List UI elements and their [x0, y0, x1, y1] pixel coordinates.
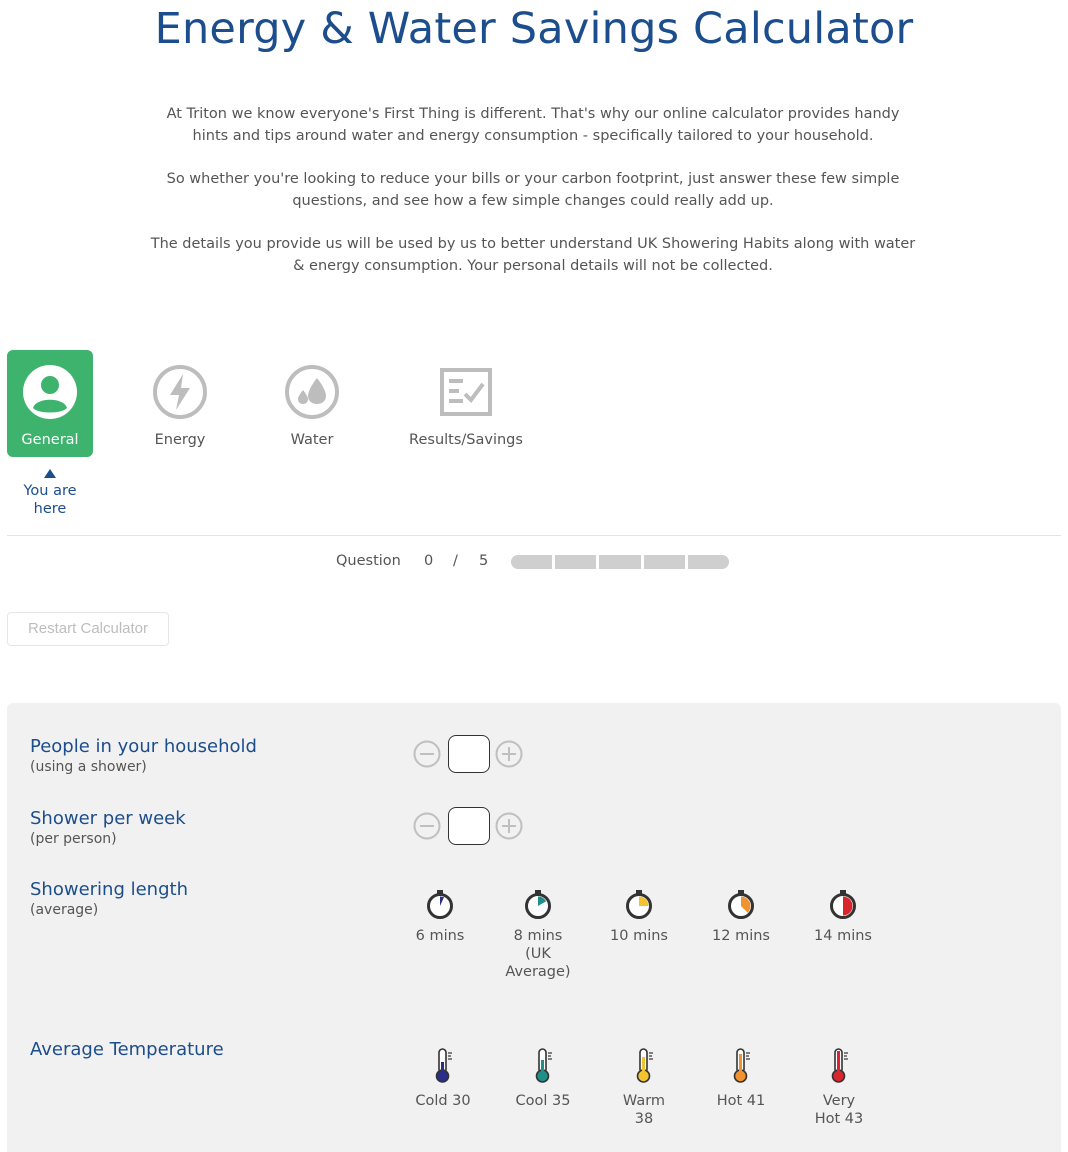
stopwatch-icon: [624, 889, 654, 919]
length-question-label: Showering length: [30, 879, 188, 900]
people-minus-icon[interactable]: [413, 740, 441, 768]
showers-count-input[interactable]: [448, 807, 490, 845]
user-icon: [22, 364, 78, 420]
step-general[interactable]: [7, 350, 93, 457]
temperature-option-warm[interactable]: [594, 1048, 694, 1128]
temperature-question-label: Average Temperature: [30, 1039, 224, 1060]
stopwatch-icon: [828, 889, 858, 919]
stopwatch-icon: [726, 889, 756, 919]
intro-paragraph-2: So whether you're looking to reduce your bills or your carbon footprint, just answer these few simple questions, and see how a few simple changes could really add up.: [166, 171, 900, 209]
length-question-sub: (average): [30, 902, 99, 918]
length-option-8[interactable]: [488, 889, 588, 981]
length-option-14[interactable]: [793, 889, 893, 945]
thermometer-icon: [731, 1048, 751, 1084]
question-current: 0: [424, 553, 434, 569]
temperature-option-cool[interactable]: [493, 1048, 593, 1110]
progress-segment: [599, 555, 640, 569]
thermometer-icon: [829, 1048, 849, 1084]
water-drops-icon: [284, 364, 340, 420]
people-plus-icon[interactable]: [495, 740, 523, 768]
progress-bar: [511, 555, 729, 569]
showers-question-label: Shower per week: [30, 808, 186, 829]
thermometer-icon: [634, 1048, 654, 1084]
stopwatch-icon: [523, 889, 553, 919]
temperature-option-cold[interactable]: [393, 1048, 493, 1110]
intro-paragraph-1: At Triton we know everyone's First Thing is different. That's why our online calculator provides handy hints and tips around water and energy consumption - specifically tailored to your household.: [166, 106, 900, 144]
you-are-here-marker: [7, 469, 93, 518]
question-separator: /: [453, 553, 458, 569]
progress-segment: [644, 555, 685, 569]
up-arrow-icon: [44, 469, 56, 478]
restart-calculator-button[interactable]: Restart Calculator: [7, 612, 169, 646]
showers-plus-icon[interactable]: [495, 812, 523, 840]
you-are-here-text: You are here: [23, 483, 77, 517]
showers-question-sub: (per person): [30, 831, 117, 847]
step-energy[interactable]: [137, 350, 223, 457]
checklist-icon: [438, 364, 494, 420]
step-energy-label: Energy: [154, 432, 206, 448]
step-water[interactable]: [269, 350, 355, 457]
question-total: 5: [479, 553, 489, 569]
temperature-option-very-hot[interactable]: [789, 1048, 889, 1128]
step-results[interactable]: [400, 350, 532, 457]
temperature-option-label: Hot 41: [716, 1093, 766, 1109]
intro-paragraph-3: The details you provide us will be used by us to better understand UK Showering Habits along with water & energy consumption. Your personal details will not be collected.: [150, 236, 916, 274]
question-label: Question: [336, 553, 401, 569]
step-water-label: Water: [290, 432, 334, 448]
length-option-label: 14 mins: [814, 928, 872, 944]
thermometer-icon: [533, 1048, 553, 1084]
length-option-label: 12 mins: [712, 928, 770, 944]
thermometer-icon: [433, 1048, 453, 1084]
length-option-label: 6 mins: [415, 928, 465, 944]
length-option-label: 8 mins (UK Average): [505, 928, 571, 980]
step-results-label: Results/Savings: [409, 432, 523, 448]
people-question-label: People in your household: [30, 736, 257, 757]
temperature-option-label: Cold 30: [415, 1093, 471, 1109]
page-title: Energy & Water Savings Calculator: [154, 4, 914, 54]
temperature-option-label: Very Hot 43: [814, 1093, 864, 1127]
lightning-icon: [152, 364, 208, 420]
step-general-label: General: [21, 432, 79, 448]
length-option-label: 10 mins: [610, 928, 668, 944]
temperature-option-label: Warm 38: [622, 1093, 666, 1127]
showers-minus-icon[interactable]: [413, 812, 441, 840]
questions-panel: [7, 703, 1061, 1152]
length-option-6[interactable]: [390, 889, 490, 945]
progress-segment: [555, 555, 596, 569]
stopwatch-icon: [425, 889, 455, 919]
people-question-sub: (using a shower): [30, 759, 147, 775]
length-option-10[interactable]: [589, 889, 689, 945]
people-count-input[interactable]: [448, 735, 490, 773]
temperature-option-label: Cool 35: [515, 1093, 571, 1109]
progress-segment: [511, 555, 552, 569]
divider: [7, 535, 1061, 536]
length-option-12[interactable]: [691, 889, 791, 945]
temperature-option-hot[interactable]: [691, 1048, 791, 1110]
progress-segment: [688, 555, 729, 569]
